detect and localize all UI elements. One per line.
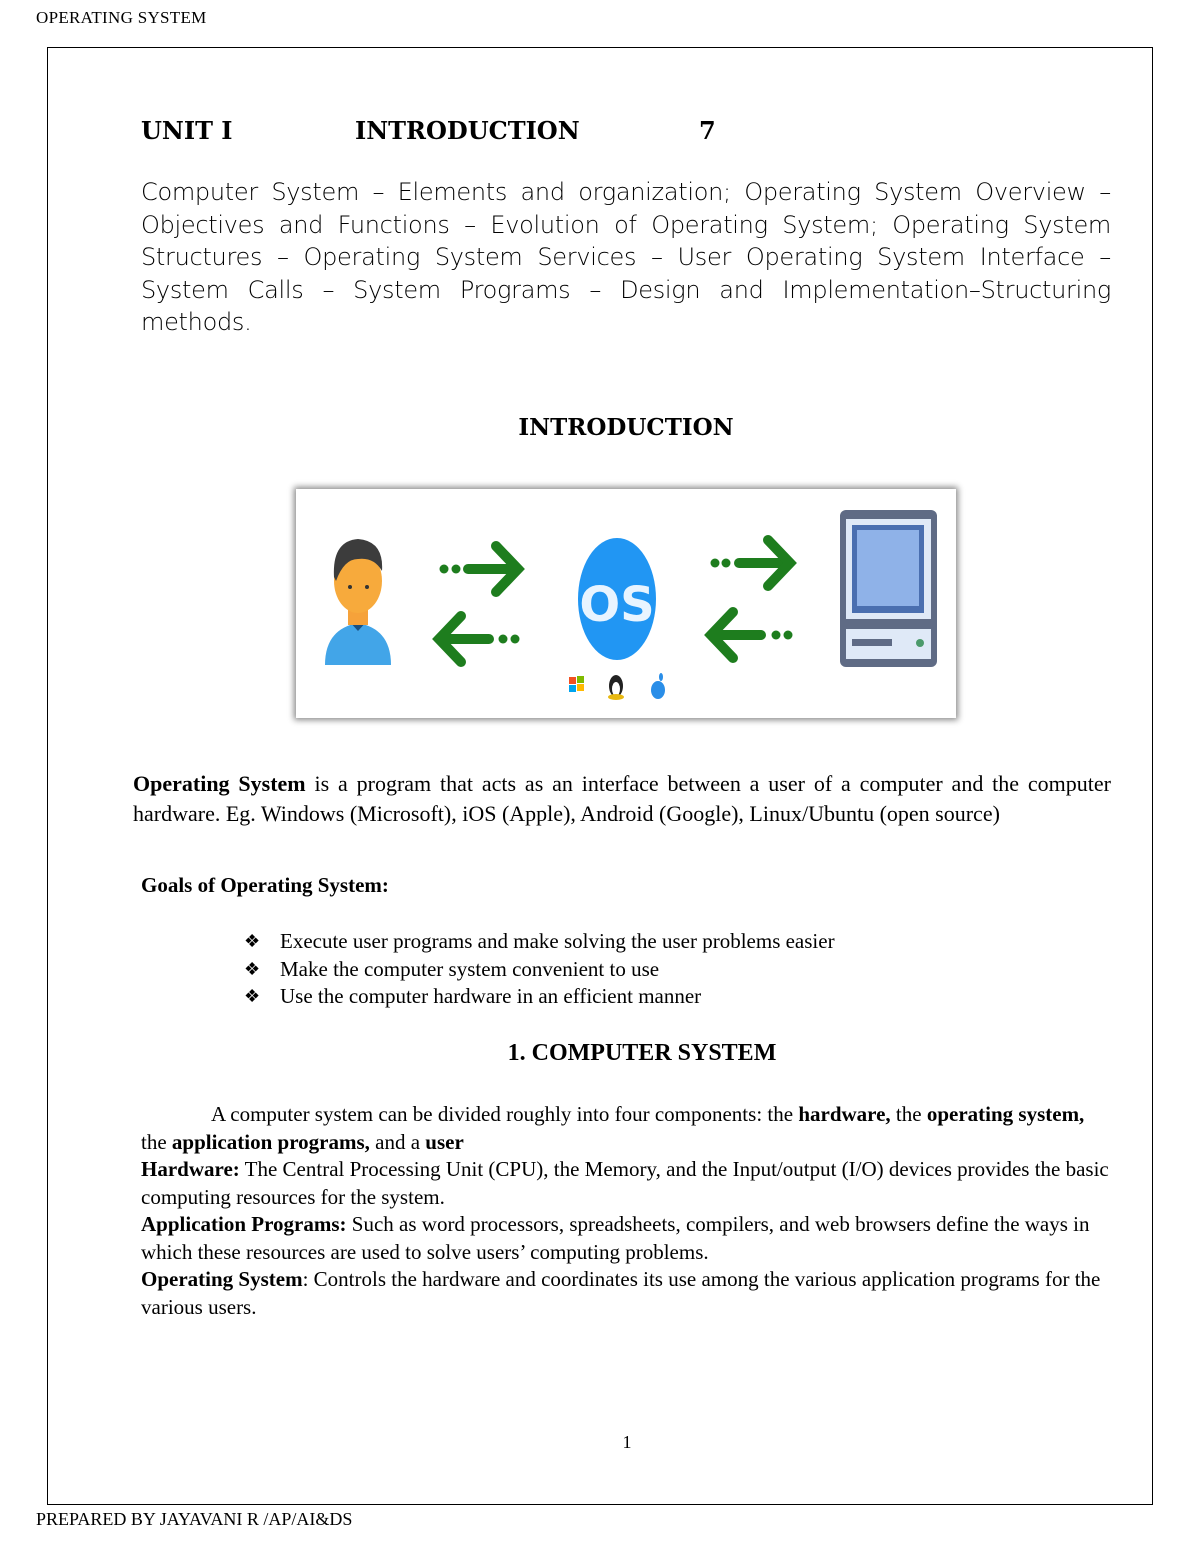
goal-text: Make the computer system convenient to use: [280, 956, 660, 981]
user-icon: [325, 539, 391, 665]
os-definition: [133, 769, 1111, 828]
application-text: Such as word processors, spreadsheets, compilers, and web browsers define the ways in which these resources are used to solve users’ computing problems.: [141, 1212, 1090, 1264]
term: user: [425, 1129, 464, 1154]
page-footer: PREPARED BY JAYAVANI R /AP/AI&DS: [36, 1509, 353, 1529]
arrow-right-icon: [440, 546, 519, 592]
list-item: [244, 983, 835, 1011]
goals-list: [244, 928, 835, 1011]
linux-icon: [608, 675, 624, 700]
os-diagram: [296, 489, 956, 718]
definition-term: Operating System: [133, 771, 306, 796]
syllabus-text: Computer System – Elements and organization; Operating System Overview – Objectives and Functions – Evolution of Operating System; Operating System Structures – Operating System Services – User Operating System Interface – System Calls – System Programs – Design and Implementation–Structuring methods.: [141, 178, 1111, 336]
arrow-right-icon: [711, 540, 791, 586]
goal-text: Use the computer hardware in an efficient manner: [280, 984, 702, 1008]
text: the: [890, 1102, 927, 1126]
text: the: [141, 1129, 172, 1154]
unit-hours: 7: [699, 116, 716, 145]
hardware-text: The Central Processing Unit (CPU), the Memory, and the Input/output (I/O) devices provides the basic computing resources for the system.: [141, 1157, 1109, 1209]
arrow-left-icon: [711, 612, 793, 658]
page-number: 1: [622, 1432, 632, 1452]
bullet-icon: ❖: [244, 958, 261, 979]
term: operating system,: [926, 1102, 1085, 1126]
bullet-icon: ❖: [244, 931, 261, 951]
term: application programs,: [171, 1129, 370, 1154]
os-term: Operating System: [141, 1267, 303, 1291]
os-logo-icon: [578, 538, 656, 660]
page-header: OPERATING SYSTEM: [36, 8, 207, 27]
term: hardware,: [798, 1102, 891, 1126]
list-item: [244, 956, 835, 984]
hardware-term: Hardware:: [141, 1157, 240, 1181]
apple-icon: [651, 673, 665, 699]
computer-system-text: [141, 1101, 1109, 1321]
goals-heading: Goals of Operating System:: [141, 873, 389, 897]
arrow-left-icon: [439, 616, 520, 662]
windows-icon: [569, 676, 584, 692]
bullet-icon: ❖: [244, 986, 261, 1006]
intro-heading: INTRODUCTION: [518, 414, 734, 441]
section-heading: 1. COMPUTER SYSTEM: [507, 1040, 777, 1066]
unit-label: UNIT I: [141, 116, 233, 145]
text: and a: [369, 1129, 426, 1154]
text: A computer system can be divided roughly into four components: the: [211, 1102, 799, 1126]
unit-title: INTRODUCTION: [355, 116, 580, 145]
definition-text: is a program that acts as an interface between a user of a computer and the computer hardware. Eg. Windows (Microsoft), iOS (Apple), Android (Google), Linux/Ubuntu (open source): [133, 771, 1111, 826]
os-text: : Controls the hardware and coordinates its use among the various application programs for the various users.: [141, 1267, 1101, 1319]
application-term: Application Programs:: [141, 1212, 347, 1236]
goal-text: Execute user programs and make solving the user problems easier: [280, 929, 835, 953]
computer-icon: [840, 510, 937, 667]
list-item: [244, 928, 835, 956]
os-label: OS: [579, 577, 655, 633]
